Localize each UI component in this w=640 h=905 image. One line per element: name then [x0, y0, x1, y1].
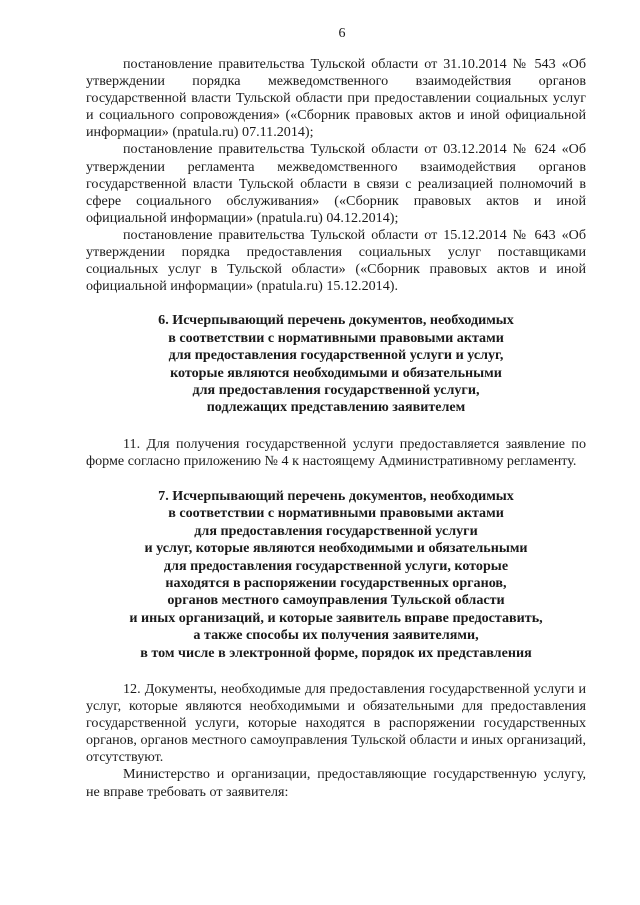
- section-7-heading-line: находятся в распоряжении государственных органов,: [165, 574, 507, 591]
- section-6-heading-line: 6. Исчерпывающий перечень документов, необходимых: [158, 312, 514, 329]
- section-7-heading-line: и иных организаций, и которые заявитель вправе предоставить,: [129, 609, 543, 626]
- paragraph-12: 12. Документы, необходимые для предоставления государственной услуги и услуг, которые являются необходимыми и обязательными для предоставления государственной услуги, которые находятся в распоряжении государственных органов, органов местного самоуправления Тульской области и иных организаций, отсутствуют.: [86, 681, 586, 766]
- section-6-heading-line: которые являются необходимыми и обязательными: [170, 364, 502, 381]
- paragraph-resolution-643: постановление правительства Тульской области от 15.12.2014 № 643 «Об утверждении порядка предоставления социальных услуг поставщиками социальных услуг в Тульской области» («Сборник правовых актов и иной официальной информации» (npatula.ru) 15.12.2014).: [86, 226, 586, 295]
- document-page: [86, 26, 586, 801]
- section-7-heading-line: а также способы их получения заявителями,: [193, 627, 479, 644]
- spacer: [86, 662, 586, 681]
- section-7-heading-line: в том числе в электронной форме, порядок их представления: [140, 644, 532, 661]
- spacer: [86, 417, 586, 436]
- section-7-heading-line: 7. Исчерпывающий перечень документов, необходимых: [158, 487, 514, 504]
- section-7-heading-line: для предоставления государственной услуги, которые: [163, 557, 509, 574]
- section-7-heading: [86, 488, 586, 662]
- section-7-heading-line: для предоставления государственной услуги: [194, 522, 478, 539]
- spacer: [86, 295, 586, 312]
- paragraph-ministry-restrictions: Министерство и организации, предоставляющие государственную услугу, не вправе требовать от заявителя:: [86, 766, 586, 800]
- section-6-heading: [86, 312, 586, 416]
- section-7-heading-line: органов местного самоуправления Тульской области: [167, 592, 505, 609]
- paragraph-resolution-543: постановление правительства Тульской области от 31.10.2014 № 543 «Об утверждении порядка межведомственного взаимодействия органов государственной власти Тульской области при предоставлении социальных услуг и социального сопровождения» («Сборник правовых актов и иной официальной информации» (npatula.ru) 07.11.2014);: [86, 56, 586, 141]
- paragraph-11: 11. Для получения государственной услуги предоставляется заявление по форме согласно приложению № 4 к настоящему Административному регламенту.: [86, 435, 586, 469]
- section-6-heading-line: в соответствии с нормативными правовыми актами: [168, 329, 504, 346]
- spacer: [86, 470, 586, 488]
- page-number: 6: [338, 26, 346, 41]
- section-6-heading-line: для предоставления государственной услуги,: [192, 381, 480, 398]
- section-7-heading-line: и услуг, которые являются необходимыми и обязательными: [144, 540, 528, 557]
- section-6-heading-line: для предоставления государственной услуги и услуг,: [168, 347, 504, 364]
- section-7-heading-line: в соответствии с нормативными правовыми актами: [168, 505, 504, 522]
- section-6-heading-line: подлежащих представлению заявителем: [206, 399, 466, 416]
- paragraph-resolution-624: постановление правительства Тульской области от 03.12.2014 № 624 «Об утверждении регламента межведомственного взаимодействия органов государственной власти Тульской области в связи с реализацией полномочий в сфере социального обслуживания» («Сборник правовых актов и иной официальной информации» (npatula.ru) 04.12.2014);: [86, 141, 586, 226]
